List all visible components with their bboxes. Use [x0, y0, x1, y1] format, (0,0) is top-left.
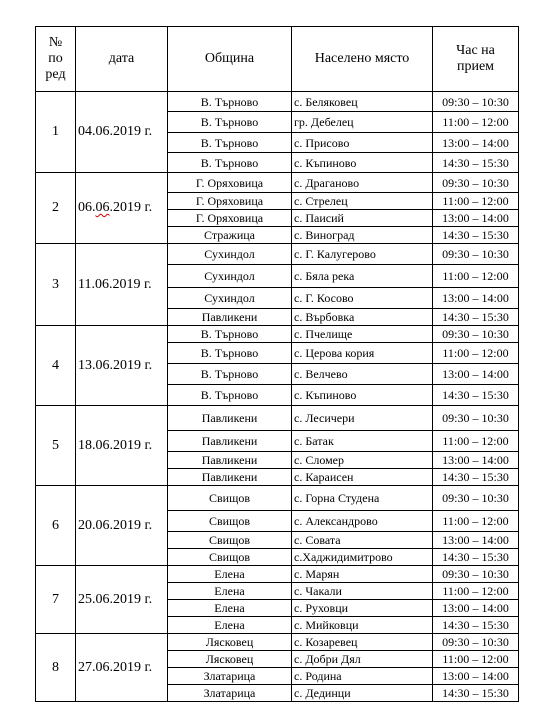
hour-cell: 09:30 – 10:30 [433, 406, 519, 431]
row-number: 6 [36, 486, 76, 566]
municipality-cell: Златарица [168, 668, 292, 685]
hour-cell: 14:30 – 15:30 [433, 549, 519, 566]
municipality-cell: Павликени [168, 452, 292, 469]
hour-cell: 09:30 – 10:30 [433, 486, 519, 511]
place-cell: с. Руховци [292, 600, 433, 617]
municipality-cell: В. Търново [168, 326, 292, 343]
table-row [36, 566, 519, 583]
place-cell: с. Дединци [292, 685, 433, 702]
header-hour-line: прием [456, 59, 495, 74]
municipality-cell: Павликени [168, 406, 292, 431]
row-number: 2 [36, 173, 76, 244]
municipality-cell: Елена [168, 566, 292, 583]
hour-cell: 14:30 – 15:30 [433, 309, 519, 326]
header-hour-line: Час на [456, 43, 495, 58]
hour-cell: 09:30 – 10:30 [433, 92, 519, 112]
row-number: 5 [36, 406, 76, 486]
hour-cell: 11:00 – 12:00 [433, 193, 519, 210]
municipality-cell: Златарица [168, 685, 292, 702]
row-date: 25.06.2019 г. [76, 566, 168, 634]
place-cell: с. Присово [292, 133, 433, 153]
municipality-cell: Свищов [168, 549, 292, 566]
municipality-cell: Г. Оряховица [168, 173, 292, 193]
municipality-cell: Г. Оряховица [168, 193, 292, 210]
place-cell: с. Драганово [292, 173, 433, 193]
place-cell: с. Родина [292, 668, 433, 685]
place-cell: с. Беляковец [292, 92, 433, 112]
hour-cell: 09:30 – 10:30 [433, 173, 519, 193]
header-number-line: № [48, 35, 63, 50]
place-cell: с. Совата [292, 532, 433, 549]
hour-cell: 11:00 – 12:00 [433, 651, 519, 668]
header-number-line: ред [45, 67, 66, 82]
place-cell: с. Церова кория [292, 343, 433, 364]
hour-cell: 11:00 – 12:00 [433, 112, 519, 133]
header-date: дата [76, 27, 168, 92]
row-date: 20.06.2019 г. [76, 486, 168, 566]
row-date: 06.06.2019 г. [76, 173, 168, 244]
place-cell: с. Върбовка [292, 309, 433, 326]
hour-cell: 13:00 – 14:00 [433, 364, 519, 385]
place-cell: с. Александрово [292, 511, 433, 532]
place-cell: с. Караисен [292, 469, 433, 486]
municipality-cell: В. Търново [168, 364, 292, 385]
hour-cell: 11:00 – 12:00 [433, 583, 519, 600]
municipality-cell: Сухиндол [168, 288, 292, 309]
hour-cell: 13:00 – 14:00 [433, 668, 519, 685]
table-row [36, 173, 519, 193]
hour-cell: 13:00 – 14:00 [433, 133, 519, 153]
hour-cell: 13:00 – 14:00 [433, 288, 519, 309]
hour-cell: 14:30 – 15:30 [433, 153, 519, 173]
schedule-body [36, 92, 519, 702]
municipality-cell: Свищов [168, 511, 292, 532]
municipality-cell: В. Търново [168, 92, 292, 112]
table-row [36, 326, 519, 343]
row-number: 8 [36, 634, 76, 702]
place-cell: с. Чакали [292, 583, 433, 600]
place-cell: с. Паисий [292, 210, 433, 227]
hour-cell: 13:00 – 14:00 [433, 600, 519, 617]
row-number: 1 [36, 92, 76, 173]
row-number: 7 [36, 566, 76, 634]
municipality-cell: В. Търново [168, 133, 292, 153]
municipality-cell: Павликени [168, 469, 292, 486]
header-hour [433, 27, 519, 92]
hour-cell: 09:30 – 10:30 [433, 566, 519, 583]
table-row [36, 486, 519, 511]
hour-cell: 11:00 – 12:00 [433, 431, 519, 452]
hour-cell: 11:00 – 12:00 [433, 511, 519, 532]
municipality-cell: Сухиндол [168, 244, 292, 265]
row-number: 3 [36, 244, 76, 326]
place-cell: с. Виноград [292, 227, 433, 244]
header-municipality: Община [168, 27, 292, 92]
municipality-cell: В. Търново [168, 153, 292, 173]
hour-cell: 14:30 – 15:30 [433, 617, 519, 634]
table-row [36, 406, 519, 431]
row-date: 04.06.2019 г. [76, 92, 168, 173]
hour-cell: 13:00 – 14:00 [433, 452, 519, 469]
hour-cell: 14:30 – 15:30 [433, 685, 519, 702]
hour-cell: 14:30 – 15:30 [433, 385, 519, 406]
municipality-cell: Г. Оряховица [168, 210, 292, 227]
header-number [36, 27, 76, 92]
municipality-cell: Елена [168, 583, 292, 600]
place-cell: с. Г. Косово [292, 288, 433, 309]
place-cell: с. Лесичери [292, 406, 433, 431]
header-number-line: по [48, 51, 63, 66]
municipality-cell: Стражица [168, 227, 292, 244]
header-place: Населено място [292, 27, 433, 92]
place-cell: с. Г. Калугерово [292, 244, 433, 265]
hour-cell: 09:30 – 10:30 [433, 326, 519, 343]
hour-cell: 11:00 – 12:00 [433, 265, 519, 288]
hour-cell: 11:00 – 12:00 [433, 343, 519, 364]
place-cell: с.Хаджидимитрово [292, 549, 433, 566]
row-number: 4 [36, 326, 76, 406]
table-row [36, 92, 519, 112]
header-row [36, 27, 519, 92]
municipality-cell: Павликени [168, 431, 292, 452]
municipality-cell: Свищов [168, 486, 292, 511]
place-cell: с. Марян [292, 566, 433, 583]
hour-cell: 14:30 – 15:30 [433, 469, 519, 486]
place-cell: с. Козаревец [292, 634, 433, 651]
place-cell: с. Велчево [292, 364, 433, 385]
municipality-cell: Лясковец [168, 634, 292, 651]
hour-cell: 09:30 – 10:30 [433, 244, 519, 265]
place-cell: с. Къпиново [292, 385, 433, 406]
place-cell: с. Горна Студена [292, 486, 433, 511]
municipality-cell: В. Търново [168, 112, 292, 133]
table-row [36, 244, 519, 265]
municipality-cell: Павликени [168, 309, 292, 326]
municipality-cell: Елена [168, 600, 292, 617]
row-date: 27.06.2019 г. [76, 634, 168, 702]
table-row [36, 634, 519, 651]
place-cell: с. Бяла река [292, 265, 433, 288]
municipality-cell: В. Търново [168, 385, 292, 406]
place-cell: с. Добри Дял [292, 651, 433, 668]
place-cell: с. Батак [292, 431, 433, 452]
row-date: 18.06.2019 г. [76, 406, 168, 486]
municipality-cell: Лясковец [168, 651, 292, 668]
row-date: 11.06.2019 г. [76, 244, 168, 326]
place-cell: с. Стрелец [292, 193, 433, 210]
place-cell: с. Пчелище [292, 326, 433, 343]
hour-cell: 09:30 – 10:30 [433, 634, 519, 651]
hour-cell: 13:00 – 14:00 [433, 210, 519, 227]
hour-cell: 14:30 – 15:30 [433, 227, 519, 244]
municipality-cell: В. Търново [168, 343, 292, 364]
municipality-cell: Сухиндол [168, 265, 292, 288]
schedule-table [35, 26, 519, 702]
municipality-cell: Елена [168, 617, 292, 634]
place-cell: с. Сломер [292, 452, 433, 469]
row-date: 13.06.2019 г. [76, 326, 168, 406]
place-cell: с. Къпиново [292, 153, 433, 173]
hour-cell: 13:00 – 14:00 [433, 532, 519, 549]
place-cell: гр. Дебелец [292, 112, 433, 133]
municipality-cell: Свищов [168, 532, 292, 549]
place-cell: с. Мийковци [292, 617, 433, 634]
